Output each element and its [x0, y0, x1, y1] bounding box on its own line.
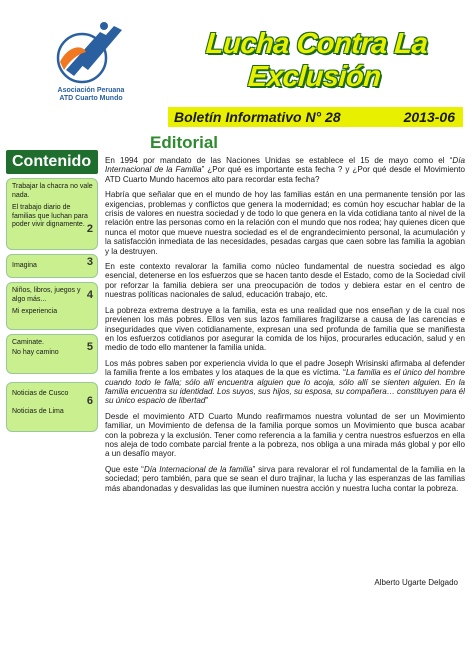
contents-heading: Contenido: [6, 150, 98, 174]
paragraph: Los más pobres saben por experiencia vivida lo que el padre Joseph Wrisinski afirmaba al defender la familia frente a los embates y los ataques de la que es víctima. “La familia es el único del hombre cuando todo le falla; sólo allí encuentra alguien que lo acoja, sólo allí se sienten alguien. En la familia encuentra su identidad. Los suyos, sus hijos, su esposa, su compañera… constituyen para él su único espacio de libertad”: [105, 358, 466, 406]
contents-sidebar: [6, 150, 98, 432]
quote: La familia es el único del hombre cuando todo le falla; sólo allí encuentra alguien que lo acoja, sólo allí se sienten alguien. En la familia encuentra su identidad. Los suyos, sus hijos, su esposa, su compañera… constituyen para él su único espacio de libertad: [105, 368, 466, 406]
contents-item[interactable]: Caminate.: [12, 339, 44, 346]
contents-item[interactable]: Noticias de Lima: [12, 407, 64, 415]
paragraph: En 1994 por mandato de las Naciones Unidas se establece el 15 de mayo como el “Día Internacional de la Familia” ¿Por qué es importante esta fecha ? y ¿Por qué desde el Movimiento ATD Cuarto Mundo hacemos alto para recordar esta fecha?: [105, 156, 465, 184]
paragraph: Que este “Día Internacional de la familia” sirva para revalorar el rol fundamental de la familia en la sociedad; pero también, para que se sean el duro trajinar, la lucha y las esperanzas de las familias más abandonadas y desvalidas las que iluminen nuestra acción y nuestra lucha contar la pobreza.: [105, 464, 465, 493]
contents-item[interactable]: Mi experiencia: [12, 308, 58, 315]
contents-page-number: 4: [86, 289, 93, 301]
editorial-body: [105, 156, 465, 499]
newsletter-title: Lucha Contra La Exclusión: [204, 28, 429, 93]
contents-item[interactable]: Imagina: [12, 262, 37, 269]
paragraph: Desde el movimiento ATD Cuarto Mundo reafirmamos nuestra voluntad de ser un Movimiento familiar, un Movimiento de defensa de la familia porque somos un Movimiento que busca acabar con la pobreza y la exclusión. Tener como referencia a la familia y centra nuestros esfuerzos en ella nos aleja de todo combate parcial frente a la pobreza, nos obliga a una mirada más global y por ello a un desafío mayor.: [105, 411, 465, 459]
org-name-line1: Asociación Peruana: [57, 87, 125, 94]
contents-item[interactable]: Noticias de Cusco: [12, 390, 69, 397]
contents-item[interactable]: El trabajo diario de familias que luchan para poder vivir dignamente.: [12, 204, 88, 228]
paragraph: En este contexto revalorar la familia como núcleo fundamental de nuestra sociedad es algo esencial, detenerse en los esfuerzos que se hacen tanto desde el Estado, como de la Sociedad civil por reforzar la familia debiera ser una preocupación de todos y debiera estar en el centro de nuestras políticas nacionales de salud, educación trabajo, etc.: [105, 262, 465, 300]
bulletin-bar: [168, 107, 463, 127]
contents-page-number: 3: [86, 256, 93, 268]
contents-group[interactable]: [6, 178, 98, 250]
contents-page-number: 2: [86, 223, 93, 235]
org-name-line2: ATD Cuarto Mundo: [59, 95, 123, 102]
contents-item[interactable]: Trabajar la chacra no vale nada.: [12, 183, 93, 199]
contents-page-number: 6: [86, 395, 93, 407]
contents-item[interactable]: Niños, libros, juegos y algo más...: [12, 287, 81, 303]
bulletin-number: Boletín Informativo N° 28: [174, 109, 341, 125]
paragraph: Habría que señalar que en el mundo de hoy las familias están en una permanente tensión por las exigencias, problemas y conflictos que genera la modernidad; es común hoy escuchar hablar de la crisis de valores en nuestra sociedad y de todo lo que genera en la vida cotidiana tanto al nivel de la relación entre las personas como en la relación con el mundo que nos rodea; hay quienes dicen que nunca el motor que mueve nuestra sociedad es el de engrandecimiento personal, la acumulación y la satisfacción inmediata de las necesidades, pesadas cargas que caen sobre las familia la agobian y la destruyen.: [105, 190, 465, 256]
author-signature: Alberto Ugarte Delgado: [374, 578, 458, 587]
contents-item[interactable]: No hay camino: [12, 348, 59, 356]
contents-group[interactable]: [6, 382, 98, 432]
bulletin-date: 2013-06: [403, 109, 455, 125]
paragraph: La pobreza extrema destruye a la familia, esta es una realidad que nos enseñan y de la cual nos previenen los más pobres. Ellos ven sus lazos familiares fragilizarse a causa de las carencias e inseguridades que viven cotidianamente, expresan una sed profunda de familia que se manifiesta en los esfuerzos cotidianos por asegurar la comida de los hijos, procurarles educación, salud y en medio de todo ello mantener la familia unida.: [105, 305, 465, 353]
atd-logo-icon: [52, 14, 132, 88]
contents-group[interactable]: [6, 254, 98, 278]
contents-page-number: 5: [86, 341, 93, 353]
contents-group[interactable]: [6, 334, 98, 374]
section-heading: Editorial: [150, 133, 219, 152]
contents-group[interactable]: [6, 282, 98, 330]
